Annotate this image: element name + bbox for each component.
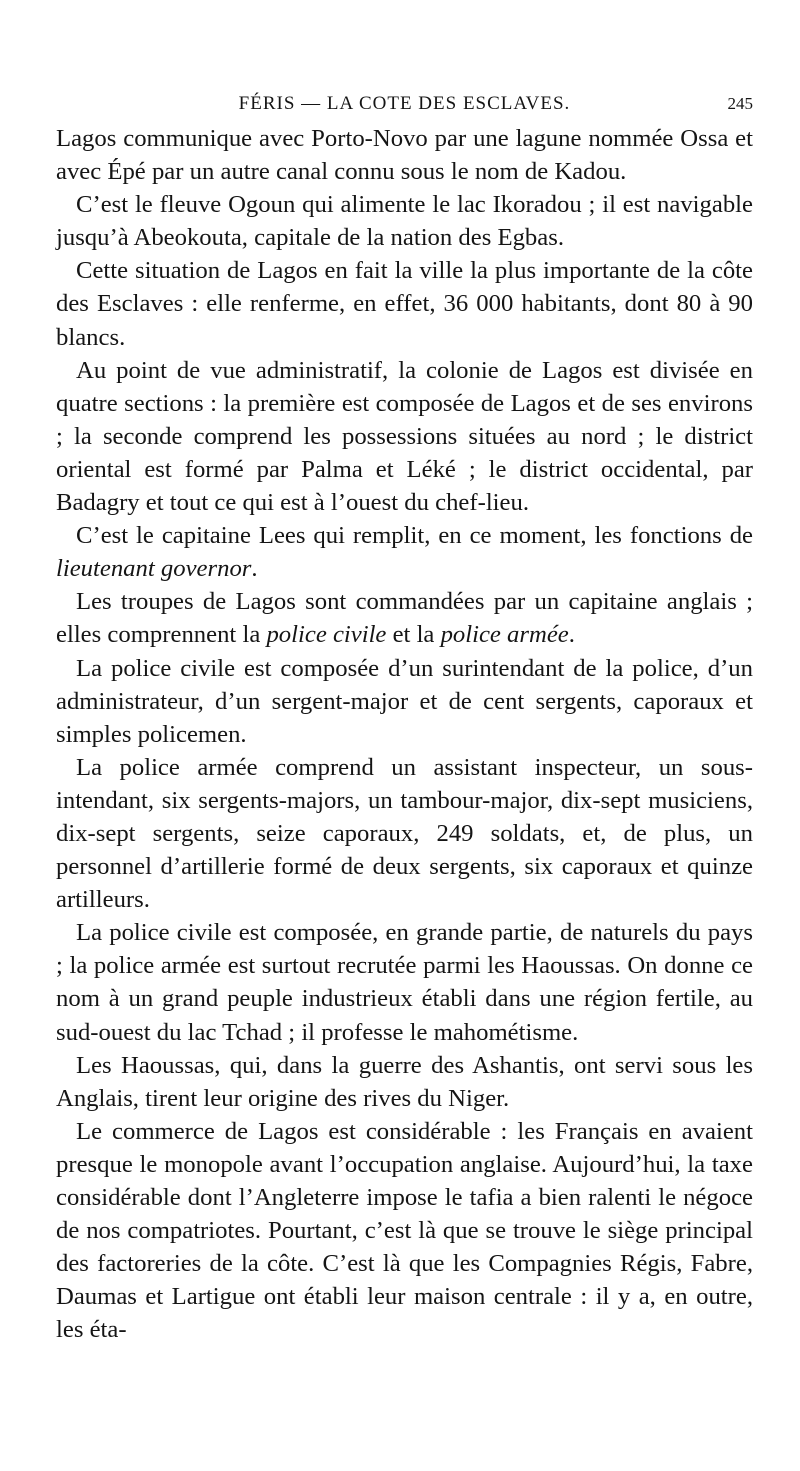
paragraph-governor bbox=[56, 519, 753, 585]
body-text bbox=[56, 122, 753, 1346]
troops-text-end: . bbox=[568, 621, 575, 649]
running-head bbox=[56, 86, 753, 122]
paragraph-haoussas: Les Haoussas, qui, dans la guerre des Ashantis, ont servi sous les Anglais, tirent leur origine des rives du Niger. bbox=[56, 1051, 753, 1112]
paragraph-administration: Au point de vue administratif, la colonie de Lagos est divisée en quatre sections : la première est composée de Lagos et de ses environs ; la seconde comprend les possessions situées au nord ; le district oriental est formé par Palma et Léké ; le district occidental, par Badagry et tout ce qui est à l’ouest du chef-lieu. bbox=[56, 356, 753, 517]
running-title: FÉRIS — LA COTE DES ESCLAVES. bbox=[238, 93, 571, 114]
governor-text-end: . bbox=[251, 555, 258, 583]
paragraph-recruitment: La police civile est composée, en grande partie, de naturels du pays ; la police armée est surtout recrutée parmi les Haoussas. On donne ce nom à un grand peuple industrieux établi dans une région fertile, au sud-ouest du lac Tchad ; il professe le mahométisme. bbox=[56, 919, 753, 1046]
paragraph-lagos-lagoons: Lagos communique avec Porto-Novo par une lagune nommée Ossa et avec Épé par un autre canal connu sous le nom de Kadou. bbox=[56, 125, 753, 186]
governor-title-italic: lieutenant governor bbox=[56, 555, 252, 583]
page-number: 245 bbox=[727, 94, 753, 113]
troops-text-middle: et la bbox=[386, 621, 441, 649]
governor-text: C’est le capitaine Lees qui remplit, en ce moment, les fonctions de bbox=[76, 522, 753, 550]
paragraph-armed-police: La police armée comprend un assistant inspecteur, un sous-intendant, six sergents-majors, un tambour-major, dix-sept musiciens, dix-sept sergents, seize caporaux, 249 soldats, et, de plus, un personnel d’artillerie formé de deux sergents, six caporaux et quinze artilleurs. bbox=[56, 753, 753, 914]
paragraph-civil-police: La police civile est composée d’un surintendant de la police, d’un administrateur, d’un sergent-major et de cent sergents, caporaux et simples policemen. bbox=[56, 654, 753, 748]
police-armee-italic: police armée bbox=[440, 621, 569, 649]
police-civile-italic: police civile bbox=[266, 621, 387, 649]
paragraph-commerce: Le commerce de Lagos est considérable : les Français en avaient presque le monopole avant l’occupation anglaise. Aujourd’hui, la taxe considérable dont l’Angleterre impose le tafia a bien ralenti le négoce de nos compatriotes. Pourtant, c’est là que se trouve le siège principal des factoreries de la côte. C’est là que les Compagnies Régis, Fabre, Daumas et Lartigue ont établi leur maison centrale : il y a, en outre, les éta- bbox=[56, 1117, 753, 1344]
paragraph-population: Cette situation de Lagos en fait la ville la plus importante de la côte des Esclaves : elle renferme, en effet, 36 000 habitants, dont 80 à 90 blancs. bbox=[56, 257, 753, 351]
paragraph-ogoun-river: C’est le fleuve Ogoun qui alimente le lac Ikoradou ; il est navigable jusqu’à Abeokouta, capitale de la nation des Egbas. bbox=[56, 191, 753, 252]
troops-text: Les troupes de Lagos sont commandées par un capitaine anglais ; elles comprennent la bbox=[56, 588, 753, 649]
paragraph-troops bbox=[56, 585, 753, 651]
